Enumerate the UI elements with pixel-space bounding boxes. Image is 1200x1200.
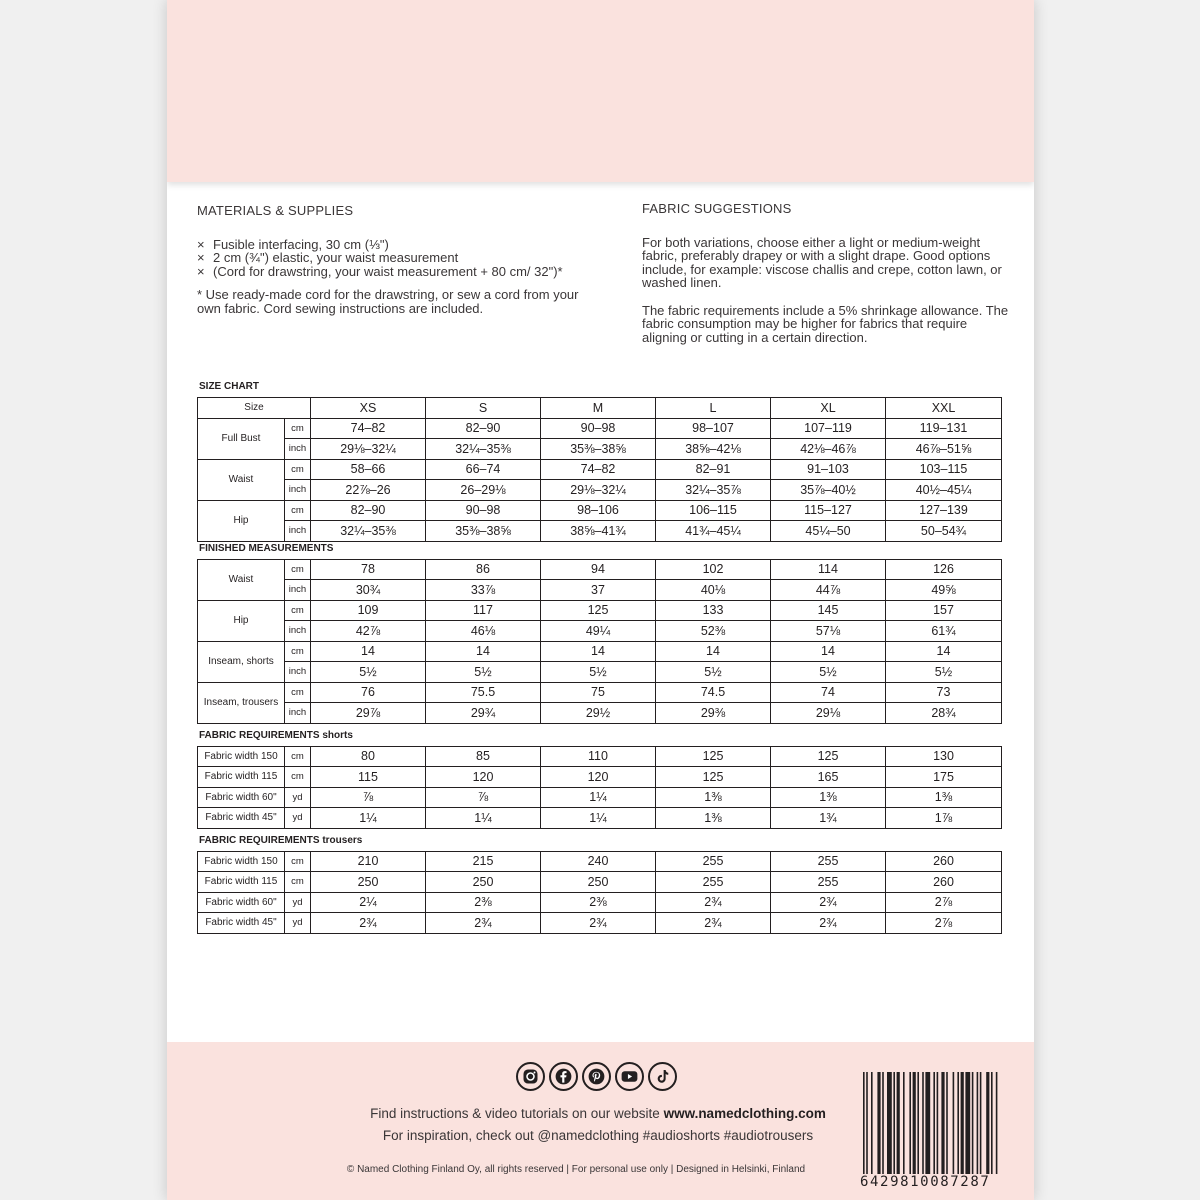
- table-cell: 1⅜: [886, 787, 1002, 808]
- table-cell: 125: [541, 600, 656, 621]
- table-cell: 14: [656, 641, 771, 662]
- table-cell: 28¾: [886, 703, 1002, 724]
- table-cell: 98–107: [656, 418, 771, 439]
- barcode-bar: [893, 1072, 895, 1174]
- table-cell: 42⅞: [311, 621, 426, 642]
- table-cell: 40½–45¼: [886, 480, 1002, 501]
- table-cell: 98–106: [541, 500, 656, 521]
- table-cell: 29⅜: [656, 703, 771, 724]
- youtube-icon[interactable]: [615, 1062, 644, 1091]
- row-label: Hip: [198, 500, 285, 541]
- table-row: [198, 418, 1002, 439]
- table-cell: 33⅞: [426, 580, 541, 601]
- row-label: Waist: [198, 459, 285, 500]
- table-row: [198, 641, 1002, 662]
- table-cell: 2¾: [311, 913, 426, 934]
- row-label: Fabric width 60": [198, 787, 285, 808]
- table-cell: 46⅞–51⅝: [886, 439, 1002, 460]
- bullet-icon: ×: [197, 236, 205, 252]
- unit-cell: cm: [285, 641, 311, 662]
- table-cell: 102: [656, 559, 771, 580]
- row-label: Waist: [198, 559, 285, 600]
- social-icons: [516, 1062, 677, 1091]
- table-cell: 82–90: [426, 418, 541, 439]
- table-cell: 2⅜: [426, 892, 541, 913]
- row-label: Full Bust: [198, 418, 285, 459]
- table-cell: 215: [426, 851, 541, 872]
- table-cell: 5½: [886, 662, 1002, 683]
- table-cell: 1⅜: [656, 787, 771, 808]
- table-cell: 42⅛–46⅞: [771, 439, 886, 460]
- barcode-bar: [887, 1072, 892, 1174]
- table-cell: 38⅝–42⅛: [656, 439, 771, 460]
- table-cell: 5½: [426, 662, 541, 683]
- unit-cell: cm: [285, 600, 311, 621]
- table-cell: 75: [541, 682, 656, 703]
- table-cell: 115–127: [771, 500, 886, 521]
- table-cell: 74–82: [541, 459, 656, 480]
- table-cell: 130: [886, 746, 1002, 767]
- size-chart-title: SIZE CHART: [199, 381, 259, 392]
- table-cell: 74.5: [656, 682, 771, 703]
- table-cell: 35⅜–38⅝: [426, 521, 541, 542]
- table-cell: 103–115: [886, 459, 1002, 480]
- table-cell: 1¾: [771, 808, 886, 829]
- table-cell: 125: [656, 767, 771, 788]
- table-cell: 52⅜: [656, 621, 771, 642]
- unit-cell: inch: [285, 480, 311, 501]
- table-cell: ⅞: [426, 787, 541, 808]
- table-cell: 57⅛: [771, 621, 886, 642]
- size-header-cell: XL: [771, 398, 886, 419]
- table-cell: 250: [426, 872, 541, 893]
- table-cell: 45¼–50: [771, 521, 886, 542]
- table-cell: 90–98: [426, 500, 541, 521]
- size-header-row: [198, 398, 1002, 419]
- table-row: [198, 459, 1002, 480]
- table-cell: 2¾: [656, 892, 771, 913]
- barcode-bar: [937, 1072, 939, 1174]
- unit-cell: inch: [285, 580, 311, 601]
- unit-cell: inch: [285, 662, 311, 683]
- footer-band: [167, 1042, 1034, 1200]
- unit-cell: inch: [285, 521, 311, 542]
- table-row: [198, 559, 1002, 580]
- pattern-back-cover: [167, 0, 1034, 1200]
- table-cell: 1⅜: [656, 808, 771, 829]
- fabric-shorts-table: [197, 746, 1002, 829]
- table-cell: 115: [311, 767, 426, 788]
- table-cell: 2¾: [771, 913, 886, 934]
- size-header-cell: XXL: [886, 398, 1002, 419]
- fabric-trousers-title: FABRIC REQUIREMENTS trousers: [199, 834, 363, 846]
- fabric-shorts-title: FABRIC REQUIREMENTS shorts: [199, 729, 353, 741]
- table-row: [198, 580, 1002, 601]
- row-label: Hip: [198, 600, 285, 641]
- unit-cell: yd: [285, 892, 311, 913]
- table-cell: 90–98: [541, 418, 656, 439]
- row-label: Fabric width 45": [198, 913, 285, 934]
- table-row: [198, 787, 1002, 808]
- row-label: Inseam, shorts: [198, 641, 285, 682]
- row-label: Fabric width 150: [198, 851, 285, 872]
- table-cell: 1¼: [541, 808, 656, 829]
- table-cell: 32¼–35⅜: [311, 521, 426, 542]
- bullet-icon: ×: [197, 263, 205, 279]
- fabric-trousers-table: [197, 851, 1002, 934]
- unit-cell: yd: [285, 787, 311, 808]
- table-cell: 49¼: [541, 621, 656, 642]
- table-cell: 240: [541, 851, 656, 872]
- unit-cell: cm: [285, 559, 311, 580]
- facebook-icon[interactable]: [549, 1062, 578, 1091]
- table-cell: 14: [771, 641, 886, 662]
- table-cell: 119–131: [886, 418, 1002, 439]
- table-cell: 86: [426, 559, 541, 580]
- table-cell: 110: [541, 746, 656, 767]
- table-row: [198, 662, 1002, 683]
- table-cell: 2¾: [656, 913, 771, 934]
- barcode-bar: [991, 1072, 993, 1174]
- list-item: × 2 cm (¾") elastic, your waist measurement: [197, 250, 459, 265]
- table-cell: 2⅞: [886, 913, 1002, 934]
- table-cell: 117: [426, 600, 541, 621]
- finished-measurements-title: FINISHED MEASUREMENTS: [199, 542, 334, 554]
- unit-cell: inch: [285, 439, 311, 460]
- list-item: × Fusible interfacing, 30 cm (⅓"): [197, 236, 389, 252]
- table-cell: 26–29⅛: [426, 480, 541, 501]
- table-cell: 157: [886, 600, 1002, 621]
- table-cell: 255: [771, 851, 886, 872]
- table-cell: 5½: [541, 662, 656, 683]
- unit-cell: cm: [285, 872, 311, 893]
- table-cell: 44⅞: [771, 580, 886, 601]
- table-cell: 35⅞–40½: [771, 480, 886, 501]
- table-cell: 49⅝: [886, 580, 1002, 601]
- row-label: Fabric width 115: [198, 767, 285, 788]
- row-label: Fabric width 150: [198, 746, 285, 767]
- table-cell: 250: [311, 872, 426, 893]
- table-cell: 29¾: [426, 703, 541, 724]
- table-cell: 14: [541, 641, 656, 662]
- table-cell: 133: [656, 600, 771, 621]
- unit-cell: cm: [285, 459, 311, 480]
- table-cell: 5½: [311, 662, 426, 683]
- barcode-bar: [972, 1072, 974, 1174]
- table-row: [198, 439, 1002, 460]
- barcode-bar: [965, 1072, 970, 1174]
- barcode-bar: [980, 1072, 982, 1174]
- table-cell: 32¼–35⅜: [426, 439, 541, 460]
- table-row: [198, 851, 1002, 872]
- barcode-bar: [913, 1072, 916, 1174]
- size-label-cell: Size: [198, 398, 311, 419]
- table-cell: 22⅞–26: [311, 480, 426, 501]
- list-item: × (Cord for drawstring, your waist measurement + 80 cm/ 32")*: [197, 263, 563, 279]
- size-chart-table: [197, 397, 1002, 542]
- table-cell: 61¾: [886, 621, 1002, 642]
- table-cell: 41¾–45¼: [656, 521, 771, 542]
- pinterest-icon[interactable]: [582, 1062, 611, 1091]
- unit-cell: cm: [285, 418, 311, 439]
- table-cell: 1¼: [426, 808, 541, 829]
- materials-section: [197, 204, 597, 315]
- table-cell: 210: [311, 851, 426, 872]
- cord-note: * Use ready-made cord for the drawstring, or sew a cord from your own fabric. Cord sewing instructions are included.: [197, 287, 579, 316]
- row-label: Fabric width 115: [198, 872, 285, 893]
- table-cell: 165: [771, 767, 886, 788]
- barcode-bar: [909, 1072, 911, 1174]
- table-row: [198, 621, 1002, 642]
- unit-cell: inch: [285, 621, 311, 642]
- row-label: Fabric width 60": [198, 892, 285, 913]
- table-cell: 260: [886, 872, 1002, 893]
- table-cell: 94: [541, 559, 656, 580]
- table-cell: 91–103: [771, 459, 886, 480]
- barcode-bar: [863, 1072, 865, 1174]
- unit-cell: cm: [285, 746, 311, 767]
- barcode-bar: [957, 1072, 959, 1174]
- table-cell: 2⅞: [886, 892, 1002, 913]
- top-color-band: [167, 0, 1034, 182]
- table-row: [198, 480, 1002, 501]
- table-cell: 29⅛: [771, 703, 886, 724]
- table-cell: 250: [541, 872, 656, 893]
- table-row: [198, 808, 1002, 829]
- table-cell: 75.5: [426, 682, 541, 703]
- barcode-bars: [863, 1072, 999, 1174]
- table-cell: 125: [656, 746, 771, 767]
- table-cell: 127–139: [886, 500, 1002, 521]
- table-cell: 73: [886, 682, 1002, 703]
- table-cell: 29⅛–32¼: [311, 439, 426, 460]
- website-line: Find instructions & video tutorials on our website www.namedclothing.com: [370, 1106, 826, 1121]
- table-cell: 125: [771, 746, 886, 767]
- measurement-tables: [197, 380, 1001, 934]
- unit-cell: cm: [285, 851, 311, 872]
- table-cell: 120: [426, 767, 541, 788]
- table-cell: 120: [541, 767, 656, 788]
- barcode-bar: [882, 1072, 884, 1174]
- table-cell: 14: [311, 641, 426, 662]
- inspiration-line: For inspiration, check out @namedclothing #audioshorts #audiotrousers: [382, 1128, 814, 1143]
- table-cell: 2¼: [311, 892, 426, 913]
- barcode-bar: [917, 1072, 919, 1174]
- table-cell: 1¼: [541, 787, 656, 808]
- supplies-list: [197, 238, 597, 279]
- table-cell: 145: [771, 600, 886, 621]
- shrinkage-paragraph: The fabric requirements include a 5% shrinkage allowance. The fabric consumption may be higher for fabrics that require aligning or cutting in a certain direction.: [642, 302, 1009, 345]
- table-row: [198, 682, 1002, 703]
- table-row: [198, 913, 1002, 934]
- barcode-bar: [996, 1072, 998, 1174]
- table-cell: 66–74: [426, 459, 541, 480]
- barcode-bar: [922, 1072, 924, 1174]
- size-header-cell: M: [541, 398, 656, 419]
- table-cell: 46⅛: [426, 621, 541, 642]
- table-cell: 76: [311, 682, 426, 703]
- table-cell: 85: [426, 746, 541, 767]
- barcode-bar: [903, 1072, 905, 1174]
- unit-cell: inch: [285, 703, 311, 724]
- table-cell: 37: [541, 580, 656, 601]
- table-cell: 29⅛–32¼: [541, 480, 656, 501]
- barcode-bar: [897, 1072, 900, 1174]
- finished-measurements-table: [197, 559, 1002, 724]
- table-row: [198, 500, 1002, 521]
- table-cell: 260: [886, 851, 1002, 872]
- table-cell: 14: [426, 641, 541, 662]
- table-row: [198, 872, 1002, 893]
- table-cell: 5½: [771, 662, 886, 683]
- table-cell: 30¾: [311, 580, 426, 601]
- table-cell: 106–115: [656, 500, 771, 521]
- unit-cell: yd: [285, 808, 311, 829]
- table-cell: 175: [886, 767, 1002, 788]
- table-cell: 107–119: [771, 418, 886, 439]
- copyright-text: © Named Clothing Finland Oy, all rights reserved | For personal use only | Designed in Helsinki, Finland: [346, 1164, 806, 1175]
- barcode-bar: [877, 1072, 880, 1174]
- barcode-bar: [946, 1072, 948, 1174]
- table-row: [198, 600, 1002, 621]
- barcode-bar: [866, 1072, 868, 1174]
- table-cell: 2¾: [426, 913, 541, 934]
- table-cell: 78: [311, 559, 426, 580]
- website-link[interactable]: www.namedclothing.com: [663, 1106, 826, 1121]
- table-cell: 1⅞: [886, 808, 1002, 829]
- table-cell: 2¾: [541, 913, 656, 934]
- table-cell: 40⅛: [656, 580, 771, 601]
- barcode: [860, 1062, 1002, 1196]
- fabric-paragraph: For both variations, choose either a light or medium-weight fabric, preferably drapey or with a slight drape. Good options include, for example: viscose challis and crepe, cotton lawn, or washed linen.: [642, 234, 1002, 290]
- materials-title: MATERIALS & SUPPLIES: [197, 203, 354, 218]
- table-cell: 126: [886, 559, 1002, 580]
- table-row: [198, 892, 1002, 913]
- bullet-icon: ×: [197, 250, 205, 265]
- table-cell: 58–66: [311, 459, 426, 480]
- barcode-bar: [925, 1072, 930, 1174]
- size-header-cell: S: [426, 398, 541, 419]
- table-row: [198, 767, 1002, 788]
- barcode-bar: [977, 1072, 979, 1174]
- table-row: [198, 746, 1002, 767]
- unit-cell: cm: [285, 682, 311, 703]
- unit-cell: cm: [285, 500, 311, 521]
- table-row: [198, 703, 1002, 724]
- table-cell: 114: [771, 559, 886, 580]
- instagram-icon[interactable]: [516, 1062, 545, 1091]
- barcode-bar: [986, 1072, 989, 1174]
- barcode-bar: [933, 1072, 935, 1174]
- table-cell: 109: [311, 600, 426, 621]
- table-cell: 5½: [656, 662, 771, 683]
- barcode-bar: [871, 1072, 873, 1174]
- table-cell: 255: [656, 851, 771, 872]
- unit-cell: yd: [285, 913, 311, 934]
- table-cell: 2¾: [771, 892, 886, 913]
- barcode-bar: [941, 1072, 944, 1174]
- table-cell: 74: [771, 682, 886, 703]
- row-label: Inseam, trousers: [198, 682, 285, 723]
- table-cell: 14: [886, 641, 1002, 662]
- table-cell: 1⅜: [771, 787, 886, 808]
- tiktok-icon[interactable]: [648, 1062, 677, 1091]
- table-cell: 29⅞: [311, 703, 426, 724]
- table-cell: 74–82: [311, 418, 426, 439]
- table-cell: 35⅜–38⅝: [541, 439, 656, 460]
- size-header-cell: L: [656, 398, 771, 419]
- unit-cell: cm: [285, 767, 311, 788]
- size-header-cell: XS: [311, 398, 426, 419]
- fabric-suggestions-title: FABRIC SUGGESTIONS: [642, 201, 792, 216]
- table-cell: 82–91: [656, 459, 771, 480]
- barcode-number: 6429810087287: [860, 1174, 991, 1190]
- table-cell: ⅞: [311, 787, 426, 808]
- table-cell: 1¼: [311, 808, 426, 829]
- table-cell: 32¼–35⅞: [656, 480, 771, 501]
- table-cell: 38⅝–41¾: [541, 521, 656, 542]
- barcode-bar: [953, 1072, 955, 1174]
- table-cell: 255: [656, 872, 771, 893]
- fabric-suggestions-section: [642, 202, 1012, 358]
- table-cell: 50–54¾: [886, 521, 1002, 542]
- row-label: Fabric width 45": [198, 808, 285, 829]
- barcode-bar: [961, 1072, 964, 1174]
- table-cell: 82–90: [311, 500, 426, 521]
- table-cell: 80: [311, 746, 426, 767]
- table-cell: 255: [771, 872, 886, 893]
- table-row: [198, 521, 1002, 542]
- table-cell: 2⅜: [541, 892, 656, 913]
- table-cell: 29½: [541, 703, 656, 724]
